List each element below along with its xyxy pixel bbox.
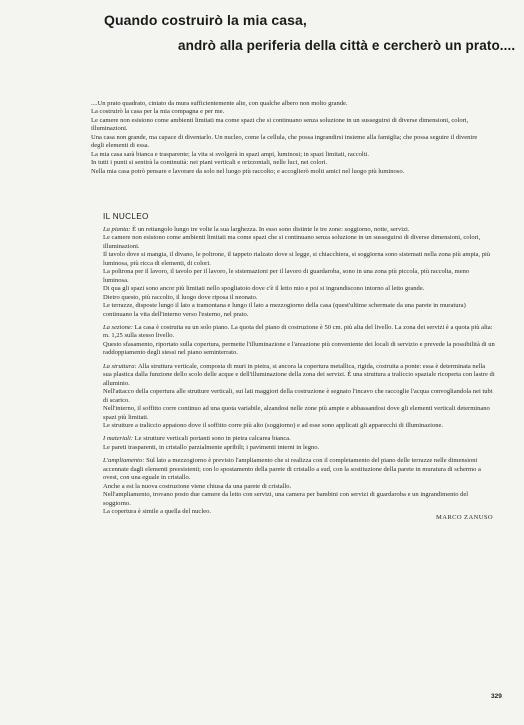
paragraph: Di qua gli spazi sono ancor più limitati nello spogliatoio dove c'è il letto mio e poi si ingrandiscono intorno al letto grande.	[103, 285, 425, 293]
section-struttura	[103, 363, 495, 431]
paragraph: Il tavolo dove si mangia, il divano, le poltrone, il tappeto rialzato dove si legge, si chiacchiera, si soggiorna sono sistemati nella zona più ampia, più luminosa, più ricca di elementi, di colori.	[103, 251, 491, 267]
paragraph	[103, 435, 495, 443]
paragraph: Nell'interno, il soffitto corre continuo ad una quota variabile, alzandosi nelle zone più ampie e abbassandosi dove gli elementi verticali determinano spazi più limitati.	[103, 405, 490, 421]
section-label: La struttura:	[103, 362, 137, 370]
paragraph: Le camere non esistono come ambienti limitati ma come spazi che si continuano senza soluzione in un susseguirsi di diverse dimensioni, colori, illuminazioni.	[103, 234, 481, 250]
paragraph-text: Le strutture verticali portanti sono in pietra calcarea bianca.	[134, 435, 291, 443]
section-label: La sezione:	[103, 323, 134, 331]
paragraph	[103, 457, 495, 482]
section-materiali	[103, 435, 495, 452]
paragraph-text: Sul lato a mezzogiorno è previsto l'ampliamento che si realizza con il completamento del piano delle terrazze nelle dimensioni accennate dagli elementi preesistenti; con lo spostamento della parete di cristallo a sud, con la sostituzione della parete in muratura di schermo a ovest, con una eguale in cristallo.	[103, 457, 481, 482]
paragraph: Nell'attacco della copertura alle strutture verticali, sui lati maggiori della costruzione è segnato l'incavo che raccoglie l'acqua convogliandola nei tubi di scarico.	[103, 388, 493, 404]
paragraph: Le terrazze, disposte lungo il lato a tramontana e lungo il lato a mezzogiorno della casa (quest'ultime schermate da una parete in muratura) continuano la vita dell'interno verso l'esterno, nel prato.	[103, 302, 466, 318]
intro-paragraph: ....Un prato quadrato, cintato da mura sufficientemente alte, con qualche albero non molto grande.	[91, 100, 348, 107]
section-pianta	[103, 226, 495, 319]
section-label: La pianta:	[103, 226, 131, 233]
intro-text	[91, 100, 491, 176]
paragraph: La poltrona per il lavoro, il tavolo per il lavoro, le sistemazioni per il lavoro di guardaroba, sono in una zona più piccola, più raccolta, meno luminosa.	[103, 268, 470, 284]
page-number: 329	[491, 693, 502, 700]
paragraph	[103, 226, 495, 234]
nucleo-body	[103, 226, 495, 522]
paragraph: Le pareti trasparenti, in cristallo parzialmente apribili; i pavimenti interni in legno.	[103, 443, 320, 451]
paragraph: Dietro questo, più raccolto, il luogo dove riposa il neonato.	[103, 293, 258, 301]
paragraph: Nell'ampliamento, trovano posto due camere da letto con servizi, una camera per bambini con servizi di guardaroba e un ingrandimento del soggiorno.	[103, 491, 469, 507]
paragraph	[103, 363, 495, 388]
paragraph-text: Alla struttura verticale, composta di muri in pietra, si ancora la copertura metallica, rigida, costruita a ponte: essa è determinata nella sua plastica dalla funzione dello scolo delle acque e dell'illuminazione della zona dei servizi. È una struttura a traliccio spaziale ricoperta con lastre di alluminio.	[103, 362, 495, 387]
intro-paragraph: Nella mia casa potrò pensare e lavorare da solo nel luogo più raccolto; e accoglierò molti amici nel luogo più luminoso.	[91, 167, 405, 175]
title-line-1: Quando costruirò la mia casa,	[104, 12, 307, 28]
title-line-2: andrò alla periferia della città e cercherò un prato....	[178, 38, 516, 53]
intro-paragraph: La costruirò la casa per la mia compagna e per me.	[91, 108, 225, 116]
section-label: L'ampliamento:	[103, 457, 145, 465]
section-sezione	[103, 324, 495, 358]
intro-paragraph: Una casa non grande, ma capace di diventarlo. Un nucleo, come la cellula, che possa ingrandirsi insieme alla famiglia; che possa seguire il divenire degli elementi di essa.	[91, 133, 478, 150]
intro-paragraph: La mia casa sarà bianca e trasparente; la vita si svolgerà in spazi ampi, luminosi; in spazi limitati, raccolti.	[91, 150, 369, 158]
paragraph	[103, 324, 495, 341]
section-ampliamento	[103, 457, 495, 516]
section-heading-nucleo: IL NUCLEO	[103, 212, 149, 221]
paragraph: Le strutture a traliccio appaiono dove il soffitto corre più alto (soggiorno) e ad esse sono applicati gli apparecchi di illuminazione.	[103, 421, 444, 429]
paragraph: Anche a est la nuova costruzione viene chiusa da una parete di cristallo.	[103, 482, 292, 490]
paragraph: Questo sfasamento, riportato sulla copertura, permette l'illuminazione e l'areazione più conveniente dei locali di servizio e prevede la possibilità di un raddoppiamento degli stessi nel piano seminterrato.	[103, 340, 495, 357]
section-label: I materiali:	[103, 435, 134, 443]
author-signature: MARCO ZANUSO	[436, 513, 493, 521]
intro-paragraph: Le camere non esistono come ambienti limitati ma come spazi che si continuano senza soluzione in un susseguirsi di diverse dimensioni, colori, illuminazioni.	[91, 116, 469, 133]
paragraph-text: È un rettangolo lungo tre volte la sua larghezza. In esso sono distinte le tre zone: soggiorno, notte, servizi.	[132, 226, 410, 233]
paragraph-text: La casa è costruita su un solo piano. La quota del piano di costruzione è 50 cm. più alta del livello. La zona dei servizi è a quota più alta: m. 1,25 sulla stesso livello.	[103, 323, 493, 340]
intro-paragraph: In tutti i punti si sentirà la continuità: nei piani verticali e orizzontali, nelle luci, nei colori.	[91, 159, 328, 167]
paragraph: La copertura è simile a quella del nucleo.	[103, 508, 211, 516]
